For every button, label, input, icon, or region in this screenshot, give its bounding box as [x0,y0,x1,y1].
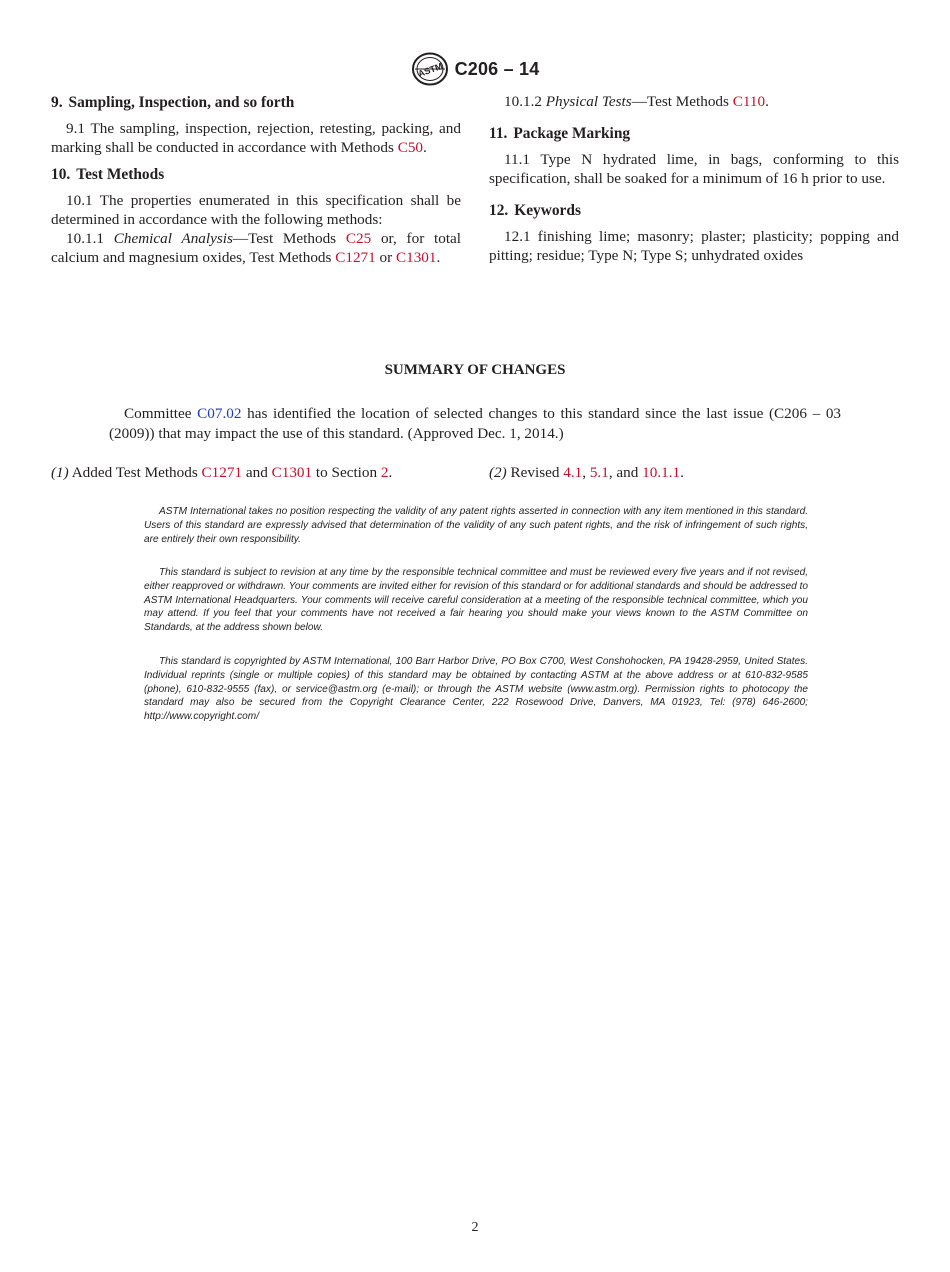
left-column [51,92,461,267]
link-committee-c07-02[interactable]: C07.02 [197,405,242,422]
change-item-1: (1) Added Test Methods C1271 and C1301 to Section 2. [51,464,393,481]
summary-of-changes-title: SUMMARY OF CHANGES [384,362,566,378]
link-change-c1271[interactable]: C1271 [201,464,243,481]
revision-notice: This standard is subject to revision at any time by the responsible technical committee and must be reviewed every five years and if not revised, either reapproved or withdrawn. Your comments are invited either for revision of this standard or for additional standards and should be addressed to ASTM International Headquarters. Your comments will receive careful consideration at a meeting of the responsible technical committee, which you may attend. If you feel that your comments have not received a fair hearing you should make your views known to the ASTM Committee on Standards, at the address shown below. [144,567,808,634]
link-change-c1301[interactable]: C1301 [271,464,313,481]
astm-logo-icon [411,52,449,86]
section-9-heading: 9. Sampling, Inspection, and so forth [51,94,295,111]
link-section-10-1-1[interactable]: 10.1.1 [642,464,681,481]
link-c25[interactable]: C25 [345,230,372,247]
paragraph-10-1-1: 10.1.1 Chemical Analysis—Test Methods C25 or, for total calcium and magnesium oxides, Test Methods C1271 or C1301. [51,230,462,266]
link-c110[interactable]: C110 [732,93,766,110]
link-c1271[interactable]: C1271 [335,249,376,266]
section-12-heading: 12. Keywords [489,202,581,219]
right-column [489,92,899,265]
link-section-4-1[interactable]: 4.1 [563,464,583,481]
copyright-notice: This standard is copyrighted by ASTM International, 100 Barr Harbor Drive, PO Box C700, West Conshohocken, PA 19428-2959, United States. Individual reprints (single or multiple copies) of this standard may be obtained by contacting ASTM at the above address or at 610-832-9585 (phone), 610-832-9555 (fax), or service@astm.org (e-mail); or through the ASTM website (www.astm.org). Permission rights to photocopy the standard may also be secured from the Copyright Clearance Center, 222 Rosewood Drive, Danvers, MA 01923, Tel: (978) 646-2600; http://www.copyright.com/ [144,656,808,723]
svg-text:ASTM: ASTM [416,60,444,79]
change-item-2: (2) Revised 4.1, 5.1, and 10.1.1. [489,464,684,481]
page-number: 2 [471,1220,479,1235]
document-designation: C206 – 14 [454,58,540,79]
paragraph-10-1: 10.1 The properties enumerated in this specification shall be determined in accordance with the following methods: [51,192,461,228]
page-header [0,52,950,86]
patent-notice: ASTM International takes no position respecting the validity of any patent rights asserted in connection with any item mentioned in this standard. Users of this standard are expressly advised that determination of the validity of any such patent rights, and the risk of infringement of such rights, are entirely their own responsibility. [144,506,808,545]
link-c50[interactable]: C50 [397,139,424,156]
link-section-2[interactable]: 2 [380,464,389,481]
link-section-5-1[interactable]: 5.1 [589,464,609,481]
section-11-heading: 11. Package Marking [489,125,631,142]
paragraph-10-1-2: 10.1.2 Physical Tests—Test Methods C110. [504,93,769,110]
section-10-heading: 10. Test Methods [51,166,165,183]
link-c1301[interactable]: C1301 [395,249,437,266]
summary-intro: Committee C07.02 has identified the location of selected changes to this standard since the last issue (C206 – 03 (2009)) that may impact the use of this standard. (Approved Dec. 1, 2014.) [109,405,842,442]
paragraph-11-1: 11.1 Type N hydrated lime, in bags, conforming to this specification, shall be soaked for a minimum of 16 h prior to use. [489,151,899,187]
paragraph-12-1: 12.1 finishing lime; masonry; plaster; plasticity; popping and pitting; residue; Type N; Type S; unhydrated oxides [489,228,899,264]
paragraph-9-1: 9.1 The sampling, inspection, rejection, retesting, packing, and marking shall be conducted in accordance with Methods C50. [51,120,461,156]
